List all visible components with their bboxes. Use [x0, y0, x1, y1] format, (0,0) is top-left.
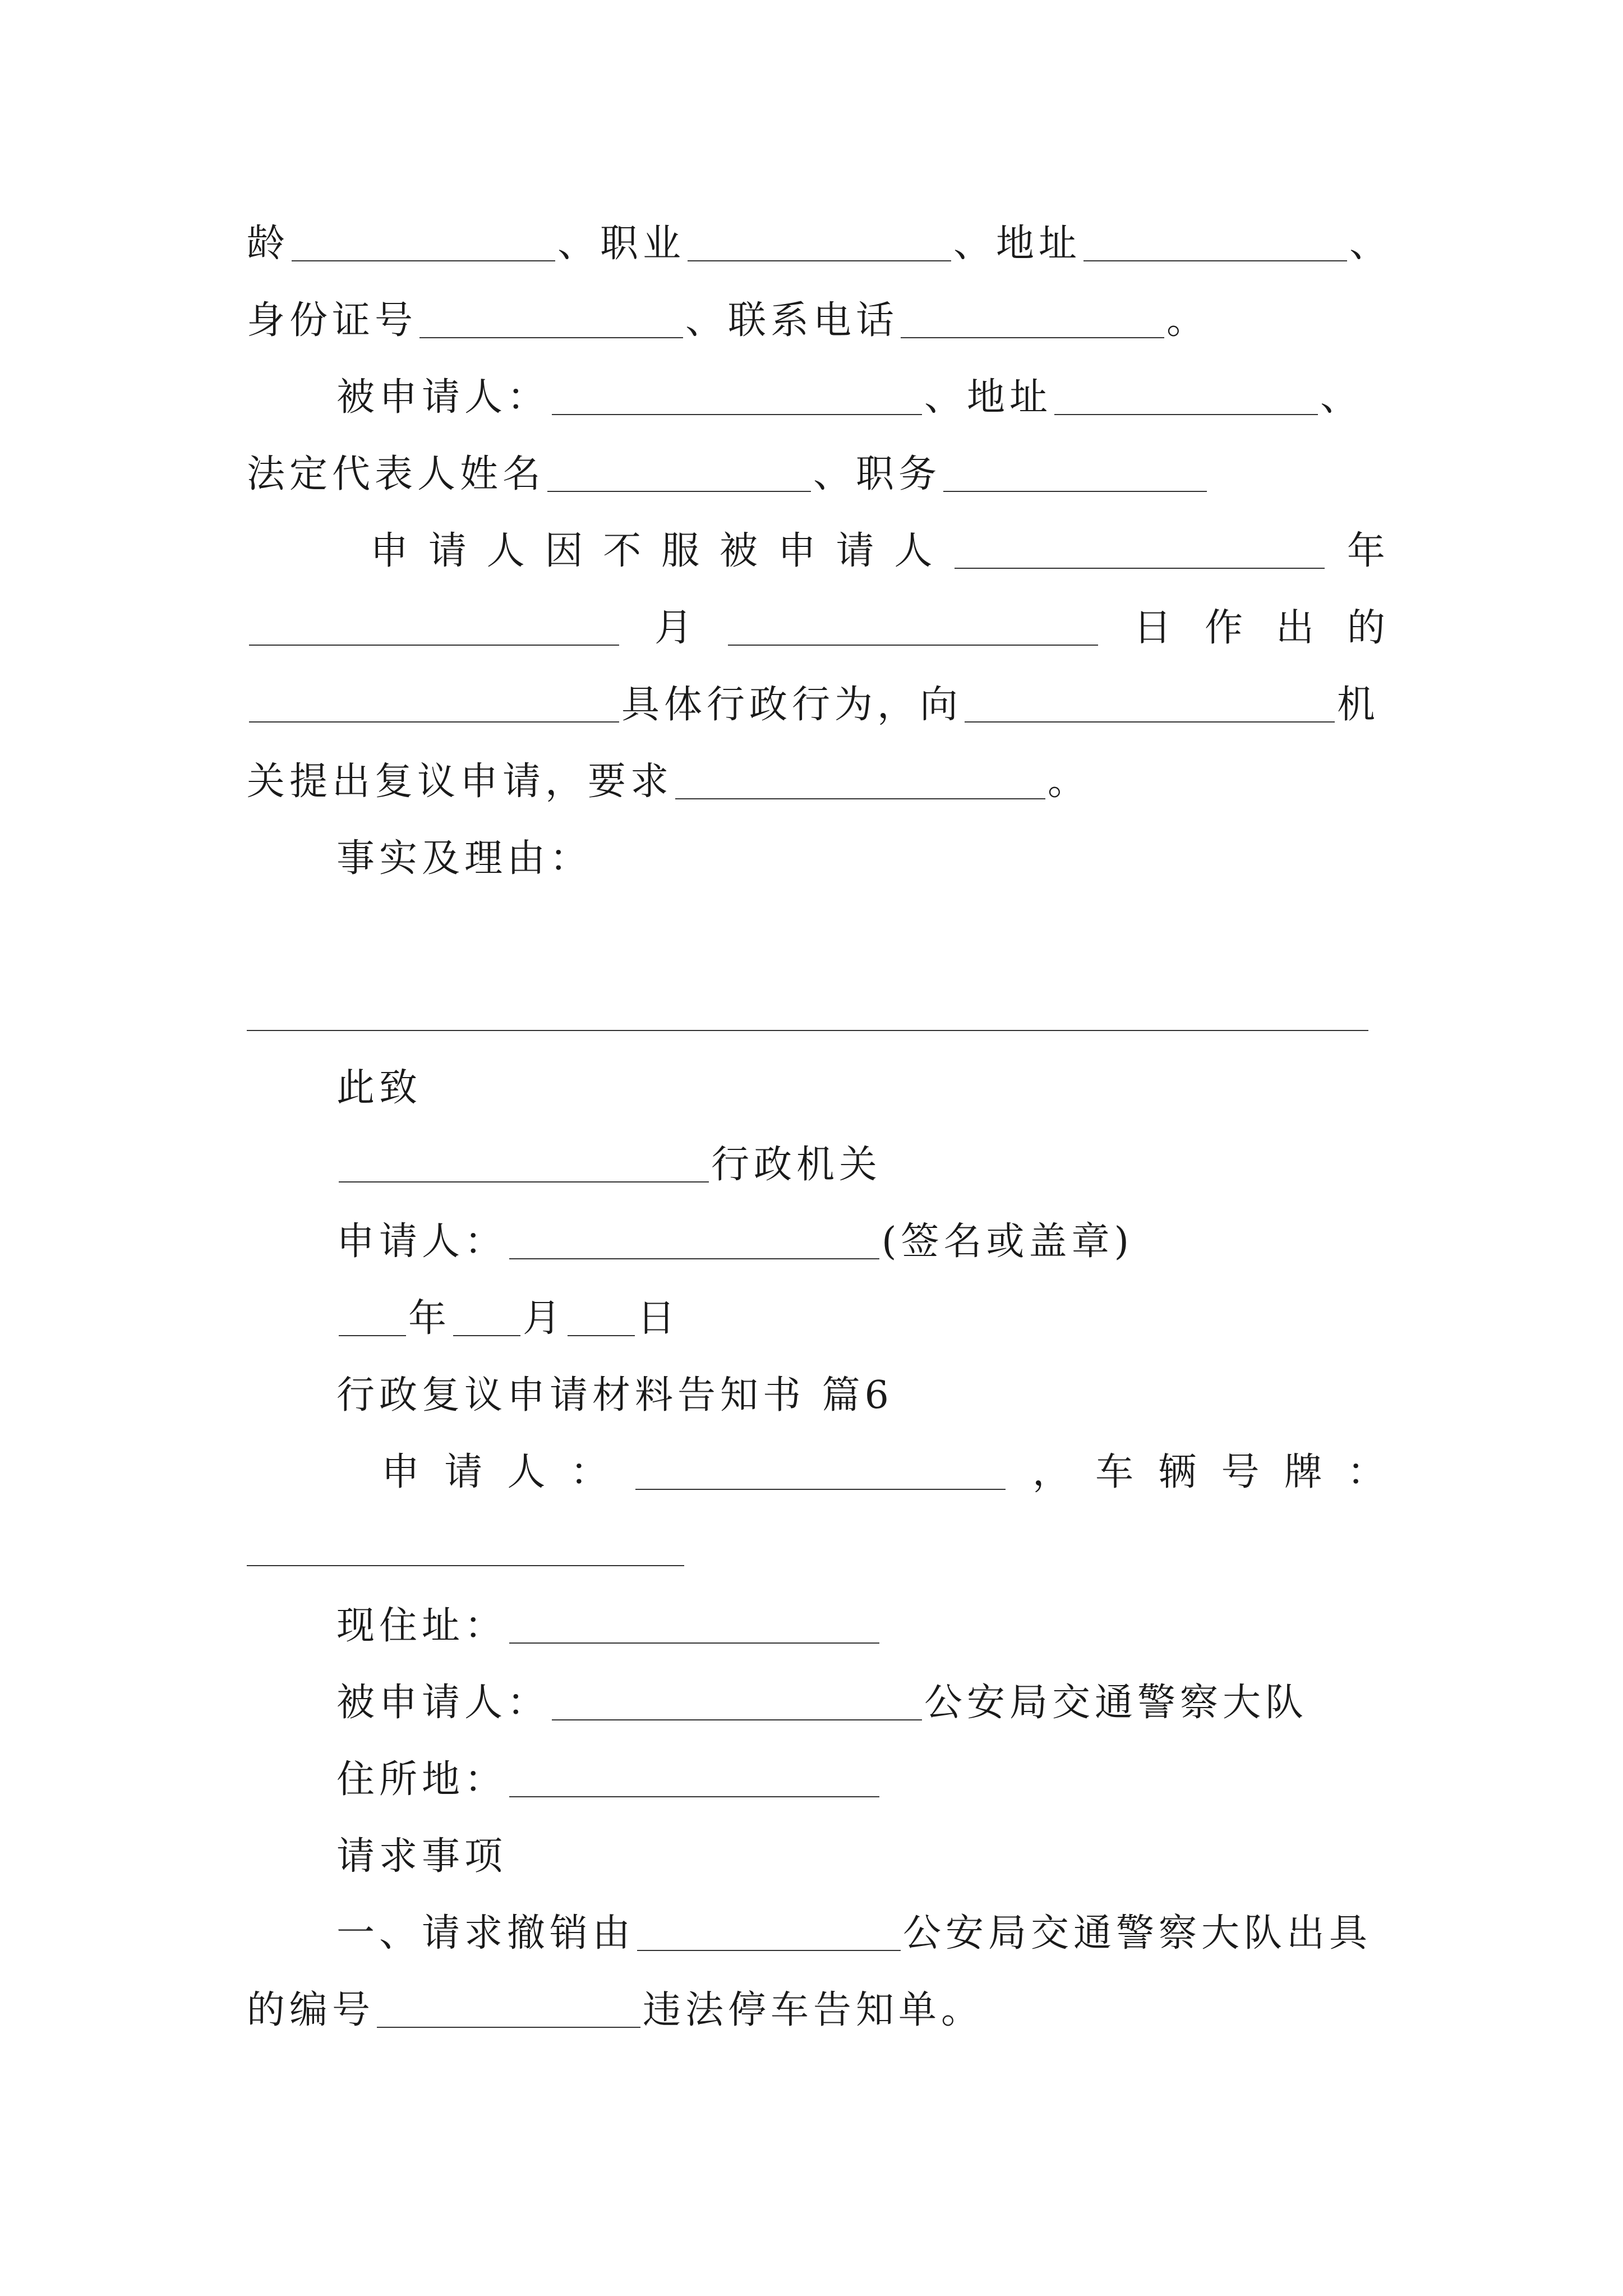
label-respondent: 被申请人： — [336, 1681, 550, 1725]
date-line — [336, 1294, 1385, 1344]
respondent-line — [336, 372, 1385, 423]
label-traffic-police: 公安局交通警察大队 — [924, 1681, 1308, 1725]
respondent-address-field[interactable] — [1054, 380, 1318, 415]
char: 人 — [894, 529, 933, 573]
section-title — [336, 1370, 1385, 1421]
claim-1-line-2 — [247, 1985, 1385, 2036]
issuing-police-field[interactable] — [637, 1916, 901, 1951]
label-salutation: 此致 — [336, 1066, 422, 1110]
label-month: 月 — [523, 1296, 566, 1341]
current-address-field[interactable] — [509, 1609, 879, 1644]
char: 请 — [836, 529, 874, 573]
id-number-field[interactable] — [419, 303, 683, 338]
char: 辆 — [1158, 1450, 1197, 1494]
applicant-name-field[interactable] — [635, 1455, 1006, 1490]
label-day: 日 — [637, 1296, 680, 1341]
review-reason-line-1 — [370, 526, 1385, 577]
label-parking-notice: 违法停车告知单。 — [643, 1988, 984, 2032]
position-field[interactable] — [943, 457, 1207, 492]
char: ： — [570, 1450, 608, 1494]
punct-period: 。 — [1166, 298, 1210, 343]
legal-representative-line — [247, 449, 1385, 500]
char: 请 — [428, 529, 467, 573]
label-facts-and-reasons: 事实及理由： — [336, 836, 593, 881]
char: 服 — [661, 529, 700, 573]
label-respondent: 被申请人： — [336, 375, 550, 420]
char: 申 — [777, 529, 816, 573]
char: 的 — [1347, 606, 1385, 650]
domicile-field[interactable] — [509, 1763, 879, 1797]
char: 申 — [370, 529, 409, 573]
label-year: 年 — [408, 1296, 451, 1341]
label-organ-start: 机 — [1337, 683, 1380, 727]
char: 出 — [1275, 606, 1314, 650]
date-day-field[interactable] — [568, 1301, 635, 1336]
label-legal-rep-name: 法定代表人姓名 — [247, 452, 546, 496]
domicile-line — [336, 1755, 1385, 1805]
legal-rep-name-field[interactable] — [547, 457, 811, 492]
year-field[interactable] — [955, 534, 1325, 569]
label-request: 关提出复议申请，要求 — [247, 760, 674, 804]
label-occupation: 、职业 — [557, 222, 686, 266]
notice-number-field[interactable] — [377, 1993, 640, 2028]
char: 不 — [603, 529, 642, 573]
respondent-line-2 — [336, 1678, 1385, 1728]
request-field[interactable] — [675, 765, 1045, 799]
char: 作 — [1204, 606, 1243, 650]
label-domicile: 住所地： — [336, 1757, 508, 1802]
char: 牌 — [1284, 1450, 1322, 1494]
applicant-signature-field[interactable] — [509, 1225, 879, 1259]
occupation-field[interactable] — [688, 227, 951, 261]
char: 申 — [381, 1450, 420, 1494]
char: ： — [1347, 1450, 1385, 1494]
punct-comma: 、 — [1320, 375, 1363, 420]
label-phone: 、联系电话 — [685, 298, 899, 343]
applicant-plate-line — [381, 1447, 1385, 1498]
respondent-field-2[interactable] — [552, 1686, 922, 1720]
char: 人 — [507, 1450, 546, 1494]
label-traffic-police-issued: 公安局交通警察大队出具 — [903, 1911, 1372, 1955]
label-respondent-address: 、地址 — [924, 375, 1053, 420]
char: 车 — [1095, 1450, 1134, 1494]
label-sign-or-seal: (签名或盖章) — [882, 1220, 1134, 1264]
label-address: 、地址 — [953, 222, 1082, 266]
facts-field[interactable] — [247, 1030, 1368, 1031]
applicant-info-line-1 — [247, 219, 1393, 269]
label-administrative-act: 具体行政行为，向 — [621, 683, 963, 727]
signature-line — [336, 1217, 1385, 1267]
char: 号 — [1221, 1450, 1260, 1494]
label-age: 龄 — [247, 222, 290, 266]
current-address-line — [336, 1601, 1385, 1651]
char: 日 — [1133, 606, 1172, 650]
label-claim-1: 一、请求撤销由 — [336, 1911, 635, 1955]
char: 被 — [719, 529, 758, 573]
label-claims: 请求事项 — [336, 1834, 508, 1879]
label-current-address: 现住址： — [336, 1604, 508, 1648]
month-field[interactable] — [249, 611, 619, 646]
salutation — [336, 1063, 1385, 1114]
administrative-act-field[interactable] — [249, 688, 619, 723]
review-reason-line-2 — [247, 603, 1385, 654]
facts-heading — [336, 834, 1385, 884]
review-reason-line-3 — [247, 680, 1385, 730]
label-month: 月 — [654, 606, 693, 650]
claims-heading — [336, 1832, 1385, 1882]
label-year: 年 — [1347, 529, 1385, 573]
date-year-field[interactable] — [339, 1301, 406, 1336]
date-month-field[interactable] — [453, 1301, 520, 1336]
label-number: 的编号 — [247, 1988, 375, 2032]
char: 请 — [444, 1450, 483, 1494]
respondent-field[interactable] — [552, 380, 922, 415]
punct-comma: ， — [1032, 1450, 1071, 1494]
addressee-field[interactable] — [339, 1148, 709, 1182]
section-title-text: 行政复议申请材料告知书 篇6 — [336, 1373, 893, 1418]
phone-field[interactable] — [901, 303, 1164, 338]
addressee-line — [336, 1140, 1385, 1190]
day-field[interactable] — [728, 611, 1098, 646]
char: 因 — [545, 529, 583, 573]
punct-comma: 、 — [1349, 222, 1393, 266]
review-organ-field[interactable] — [965, 688, 1335, 723]
label-position: 、职务 — [813, 452, 942, 496]
address-field[interactable] — [1083, 227, 1347, 261]
plate-number-field[interactable] — [247, 1565, 684, 1566]
label-administrative-organ: 行政机关 — [711, 1143, 882, 1187]
char: 人 — [486, 529, 525, 573]
label-applicant: 申请人： — [336, 1220, 508, 1264]
label-id-number: 身份证号 — [247, 298, 418, 343]
age-field[interactable] — [292, 227, 555, 261]
punct-period: 。 — [1048, 760, 1091, 804]
review-reason-line-4 — [247, 757, 1385, 807]
applicant-info-line-2 — [247, 296, 1385, 346]
claim-1-line-1 — [336, 1908, 1385, 1959]
